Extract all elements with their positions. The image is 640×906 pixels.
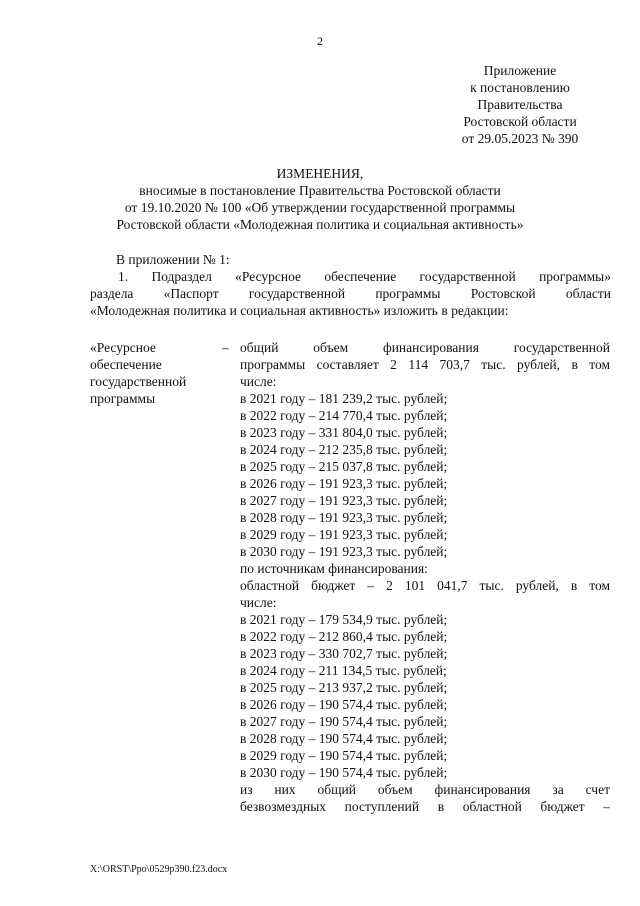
page-number: 2	[317, 34, 323, 48]
appendix-header	[420, 62, 620, 147]
regional-year-line: в 2024 году – 211 134,5 тыс. рублей;	[240, 663, 447, 678]
regional-year-line: в 2029 году – 190 574,4 тыс. рублей;	[240, 748, 448, 763]
title-heading: ИЗМЕНЕНИЯ,	[276, 166, 364, 181]
file-path-footer: X:\ORST\Ppo\0529p390.f23.docx	[90, 864, 228, 875]
total-year-line: в 2021 году – 181 239,2 тыс. рублей;	[240, 391, 448, 406]
section-label-line: государственной	[90, 374, 187, 389]
regional-year-line: в 2030 году – 190 574,4 тыс. рублей;	[240, 765, 448, 780]
paragraph-line: 1. Подраздел «Ресурсное обеспечение государственной программы»	[118, 269, 611, 284]
gratuitous-line: из них общий объем финансирования за счет	[240, 782, 610, 797]
title-line: от 19.10.2020 № 100 «Об утверждении государственной программы	[124, 200, 516, 215]
regional-year-line: в 2021 году – 179 534,9 тыс. рублей;	[240, 612, 448, 627]
section-label-line: «Ресурсное	[90, 340, 156, 355]
total-year-line: в 2024 году – 212 235,8 тыс. рублей;	[240, 442, 448, 457]
regional-year-line: в 2022 году – 212 860,4 тыс. рублей;	[240, 629, 448, 644]
section-label-line: программы	[90, 391, 156, 406]
amendment-paragraph	[90, 268, 611, 319]
total-year-line: в 2022 году – 214 770,4 тыс. рублей;	[240, 408, 448, 423]
total-year-line: в 2027 году – 191 923,3 тыс. рублей;	[240, 493, 448, 508]
regional-year-line: в 2027 году – 190 574,4 тыс. рублей;	[240, 714, 448, 729]
gratuitous-line: безвозмездных поступлений в областной бюджет –	[240, 799, 610, 814]
paragraph-line: «Молодежная политика и социальная активность» изложить в редакции:	[90, 303, 509, 318]
sources-line: по источникам финансирования:	[240, 561, 428, 576]
total-year-line: в 2025 году – 215 037,8 тыс. рублей;	[240, 459, 448, 474]
appendix-line: Правительства	[477, 97, 563, 112]
regional-year-line: в 2028 году – 190 574,4 тыс. рублей;	[240, 731, 448, 746]
total-financing-line: программы составляет 2 114 703,7 тыс. рублей, в том	[240, 357, 610, 372]
document-title	[60, 165, 580, 233]
total-year-line: в 2028 году – 191 923,3 тыс. рублей;	[240, 510, 448, 525]
regional-year-line: в 2026 году – 190 574,4 тыс. рублей;	[240, 697, 448, 712]
title-line: вносимые в постановление Правительства Ростовской области	[139, 183, 501, 198]
intro-line: В приложении № 1:	[116, 252, 230, 267]
regional-budget-line: числе:	[240, 595, 277, 610]
total-year-line: в 2023 году – 331 804,0 тыс. рублей;	[240, 425, 448, 440]
financing-block	[240, 339, 610, 815]
appendix-line: Ростовской области	[463, 114, 577, 129]
appendix-line: к постановлению	[470, 80, 570, 95]
appendix-line: Приложение	[483, 63, 557, 78]
appendix-line: от 29.05.2023 № 390	[461, 131, 579, 146]
regional-year-line: в 2023 году – 330 702,7 тыс. рублей;	[240, 646, 448, 661]
section-label	[90, 339, 210, 407]
label-dash: –	[222, 340, 229, 355]
total-year-line: в 2030 году – 191 923,3 тыс. рублей;	[240, 544, 448, 559]
total-financing-line: общий объем финансирования государственной	[240, 340, 610, 355]
section-label-line: обеспечение	[90, 357, 162, 372]
regional-year-line: в 2025 году – 213 937,2 тыс. рублей;	[240, 680, 448, 695]
total-financing-line: числе:	[240, 374, 277, 389]
title-line: Ростовской области «Молодежная политика и социальная активность»	[116, 217, 524, 232]
total-year-line: в 2026 году – 191 923,3 тыс. рублей;	[240, 476, 448, 491]
total-year-line: в 2029 году – 191 923,3 тыс. рублей;	[240, 527, 448, 542]
regional-budget-line: областной бюджет – 2 101 041,7 тыс. рублей, в том	[240, 578, 610, 593]
paragraph-line: раздела «Паспорт государственной программы Ростовской области	[90, 286, 611, 301]
